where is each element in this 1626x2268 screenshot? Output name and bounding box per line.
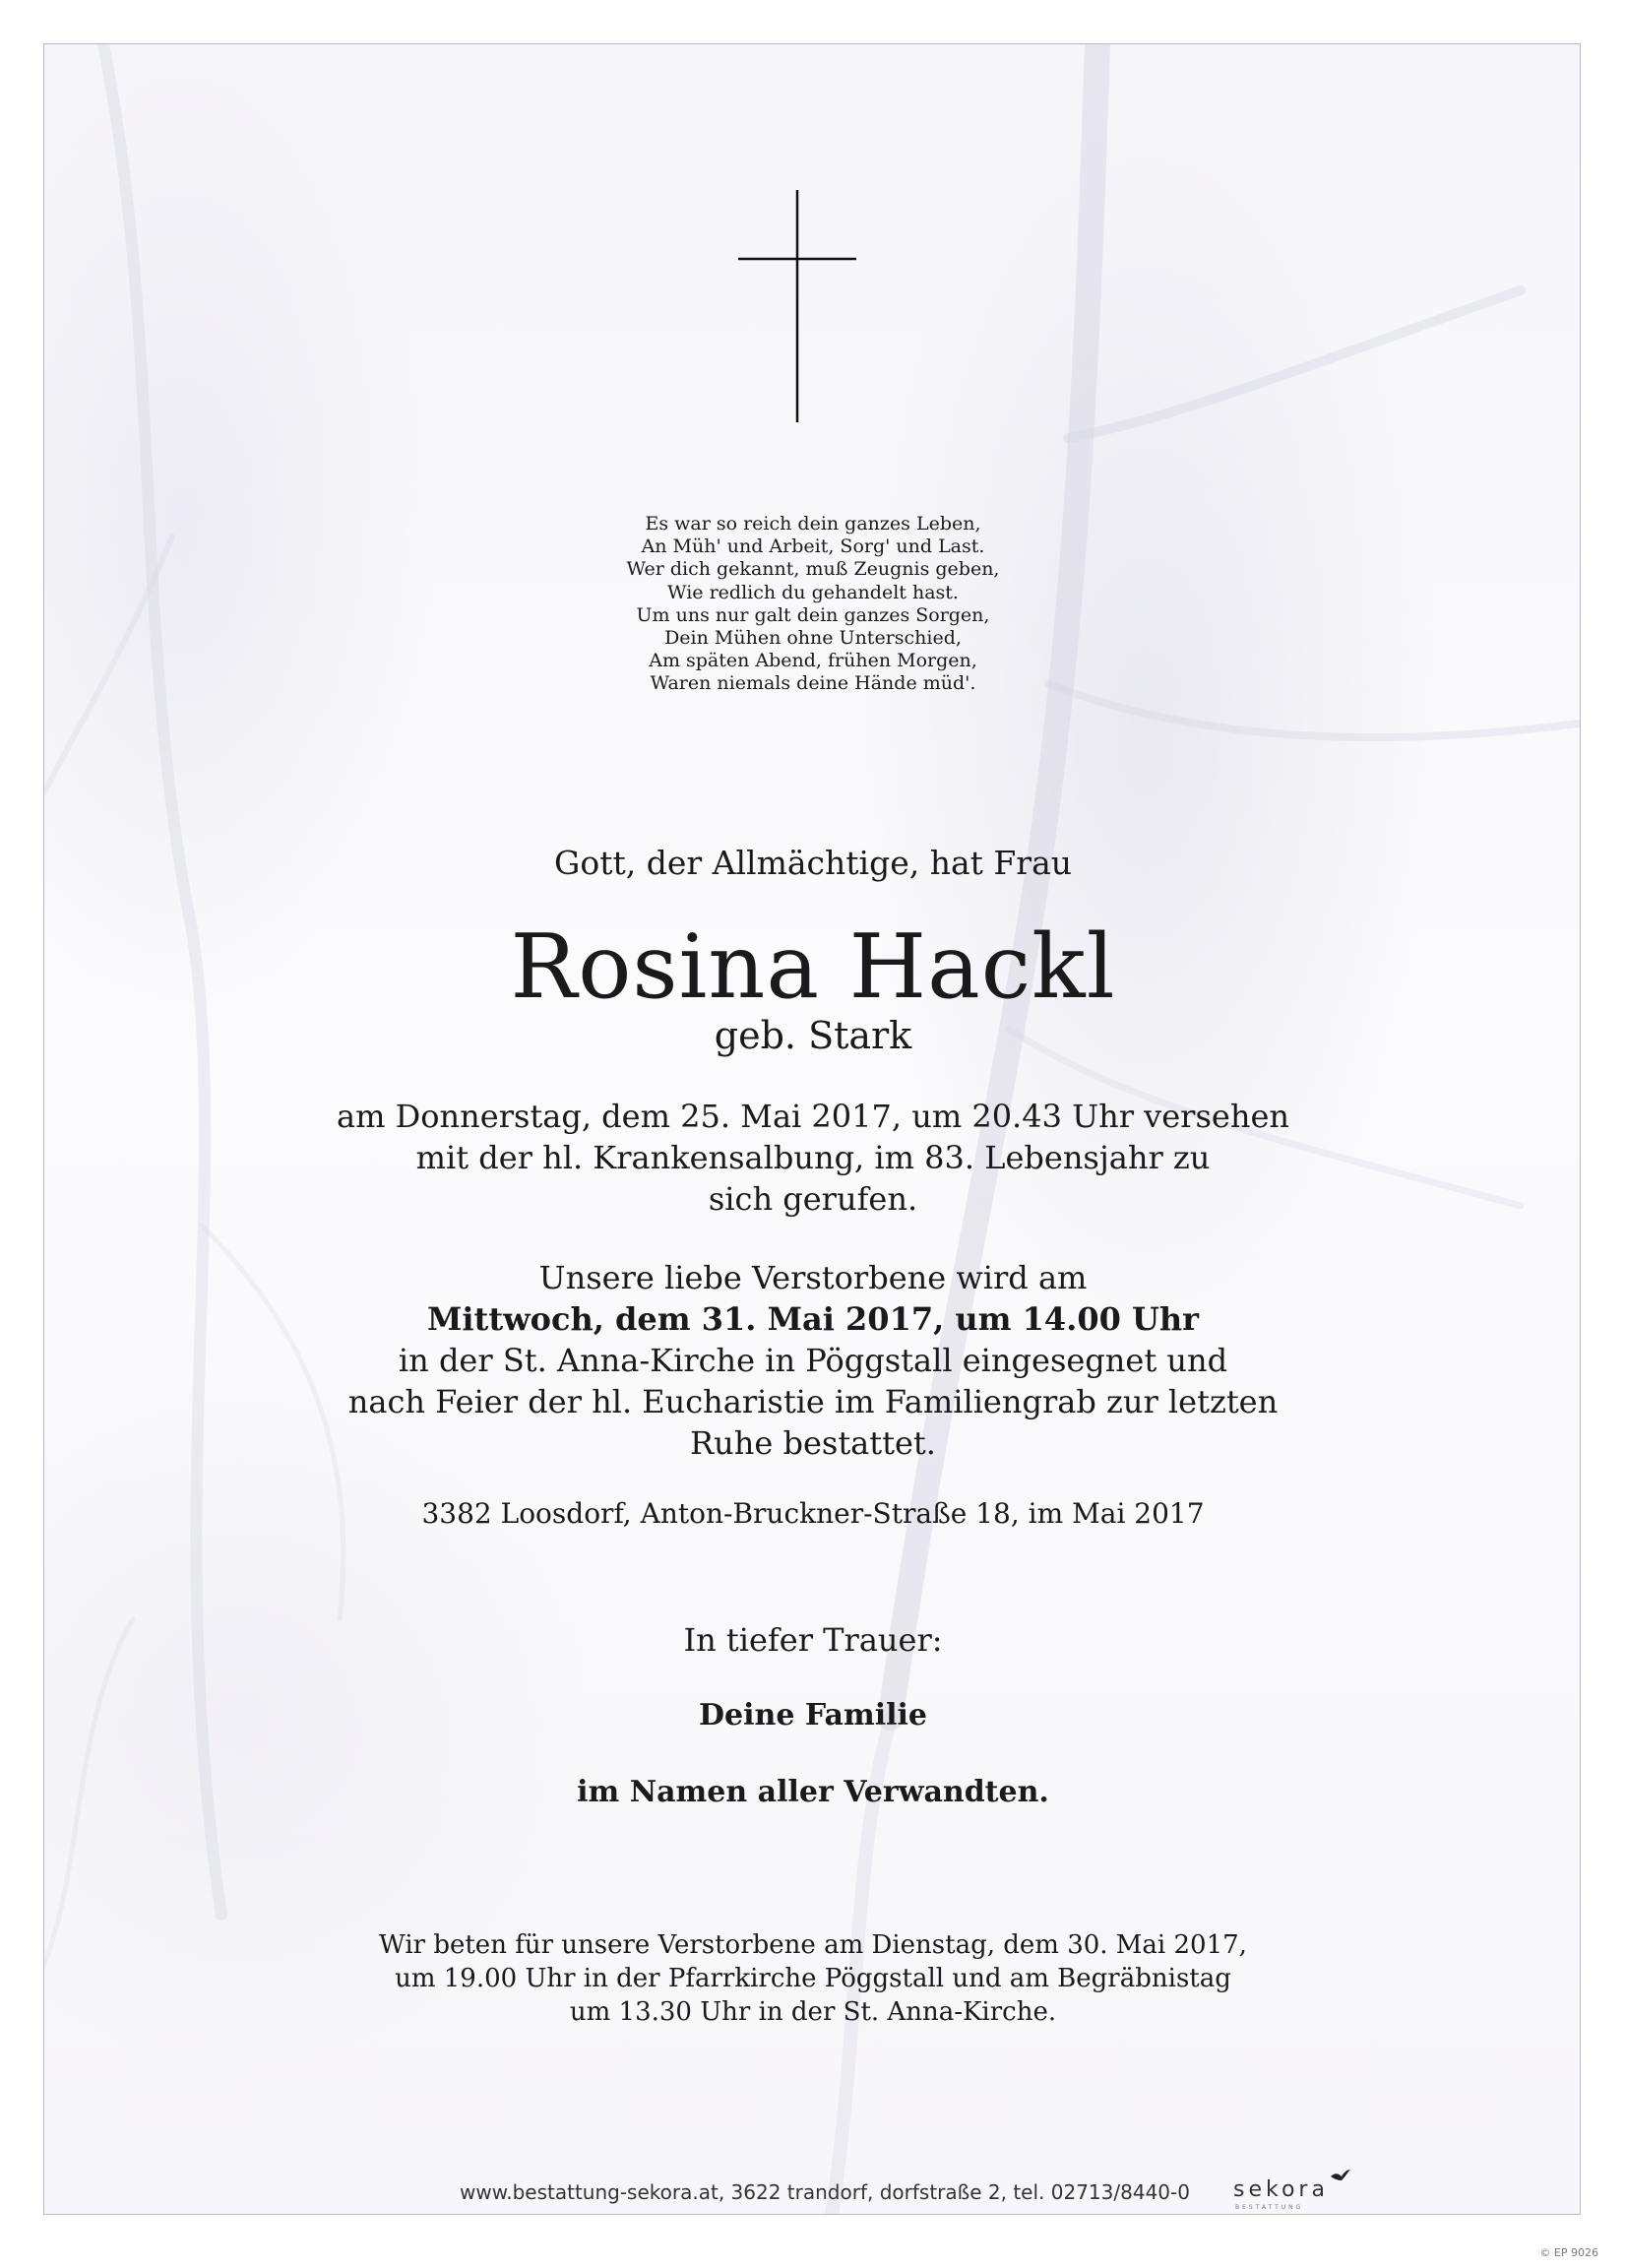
family-signature: Deine Familie bbox=[699, 1698, 927, 1732]
funeral-line: Ruhe bestattet. bbox=[690, 1424, 936, 1462]
bird-icon bbox=[1330, 2169, 1351, 2182]
poem-line: Am späten Abend, frühen Morgen, bbox=[649, 650, 977, 672]
logo-subtitle: BESTATTUNG bbox=[1235, 2204, 1304, 2211]
address-line: 3382 Loosdorf, Anton-Bruckner-Straße 18, im Mai 2017 bbox=[421, 1497, 1205, 1530]
prayer-line: um 13.30 Uhr in der St. Anna-Kirche. bbox=[569, 1997, 1057, 2027]
poem-line: Um uns nur galt dein ganzes Sorgen, bbox=[636, 603, 990, 626]
prayer-notice bbox=[44, 1928, 1581, 2029]
obituary-page bbox=[43, 43, 1581, 2215]
funeral-line: in der St. Anna-Kirche in Pöggstall eingesegnet und bbox=[398, 1342, 1228, 1379]
prayer-line: um 19.00 Uhr in der Pfarrkirche Pöggstall und am Begräbnistag bbox=[395, 1964, 1231, 1993]
funeral-line: Unsere liebe Verstorbene wird am bbox=[538, 1259, 1088, 1296]
sekora-logo: sekora bbox=[1233, 2177, 1329, 2202]
poem bbox=[44, 513, 1581, 696]
footer-contact: www.bestattung-sekora.at, 3622 trandorf, dorfstraße 2, tel. 02713/8440-0 bbox=[460, 2180, 1190, 2204]
funeral-line: nach Feier der hl. Eucharistie im Familiengrab zur letzten bbox=[347, 1383, 1279, 1420]
relatives-signature: im Namen aller Verwandten. bbox=[577, 1775, 1049, 1809]
poem-line: Es war so reich dein ganzes Leben, bbox=[645, 513, 981, 535]
prayer-line: Wir beten für unsere Verstorbene am Dienstag, dem 30. Mai 2017, bbox=[379, 1930, 1247, 1960]
death-notice bbox=[44, 1096, 1581, 1220]
death-notice-line: mit der hl. Krankensalbung, im 83. Lebensjahr zu bbox=[415, 1139, 1211, 1176]
poem-line: Dein Mühen ohne Unterschied, bbox=[664, 627, 962, 650]
deceased-name: Rosina Hackl bbox=[510, 915, 1116, 1019]
cross-icon bbox=[738, 190, 856, 422]
poem-line: An Müh' und Arbeit, Sorg' und Last. bbox=[641, 536, 985, 558]
death-notice-line: am Donnerstag, dem 25. Mai 2017, um 20.43 Uhr versehen bbox=[337, 1098, 1289, 1135]
death-notice-line: sich gerufen. bbox=[708, 1180, 918, 1218]
poem-line: Wer dich gekannt, muß Zeugnis geben, bbox=[626, 558, 1000, 581]
print-code: © EP 9026 bbox=[1539, 2246, 1598, 2259]
mourning-text: In tiefer Trauer: bbox=[683, 1621, 943, 1659]
poem-line: Waren niemals deine Hände müd'. bbox=[650, 672, 976, 695]
funeral-date: Mittwoch, dem 31. Mai 2017, um 14.00 Uhr bbox=[426, 1300, 1200, 1338]
poem-line: Wie redlich du gehandelt hast. bbox=[667, 581, 959, 603]
maiden-name: geb. Stark bbox=[714, 1014, 912, 1057]
funeral-notice bbox=[44, 1257, 1581, 1464]
intro-text: Gott, der Allmächtige, hat Frau bbox=[553, 844, 1073, 882]
